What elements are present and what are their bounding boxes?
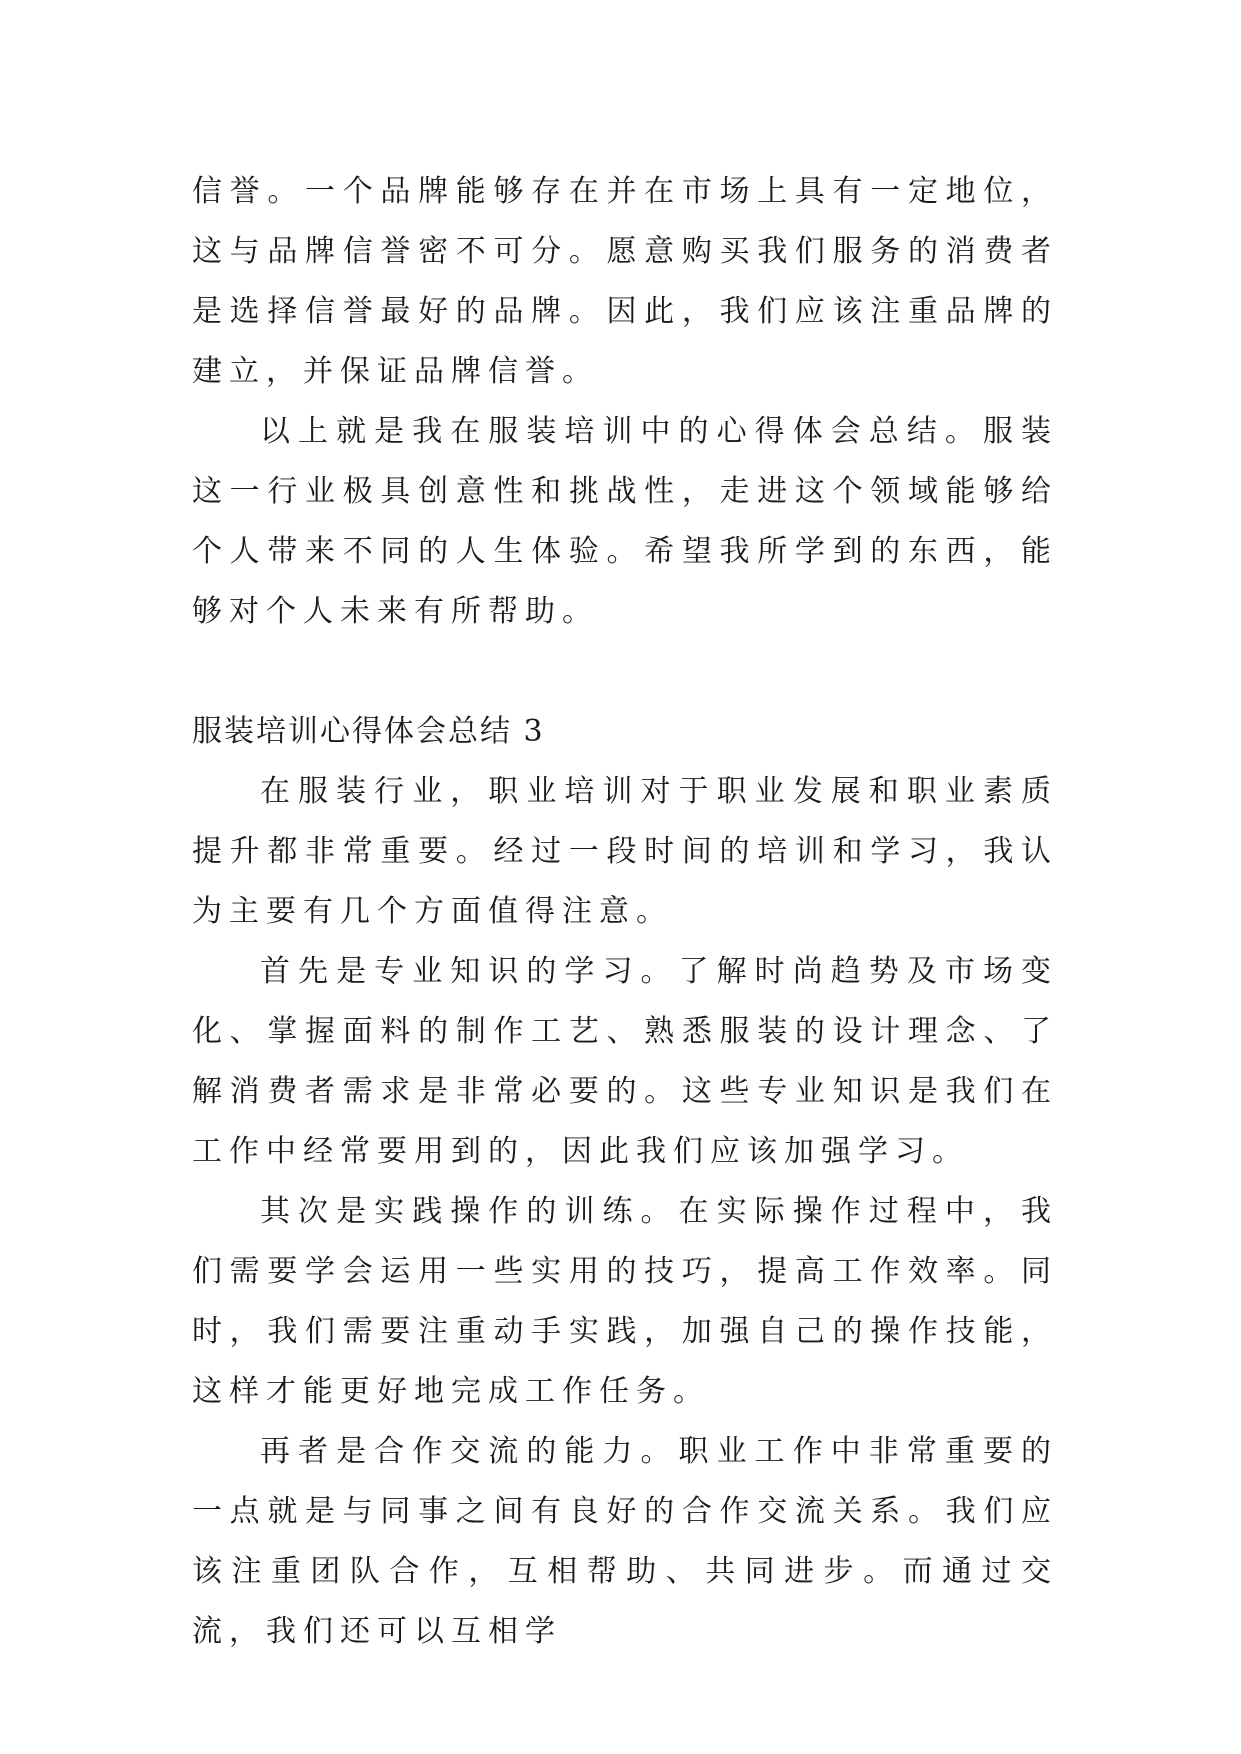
- section-title: 服装培训心得体会总结 3: [192, 714, 545, 749]
- paragraph-summary-conclusion: 以上就是我在服装培训中的心得体会总结。服装这一行业极具创意性和挑战性，走进这个领域能够给个人带来不同的人生体验。希望我所学到的东西，能够对个人未来有所帮助。: [192, 414, 1058, 629]
- paragraph-professional-knowledge: 首先是专业知识的学习。了解时尚趋势及市场变化、掌握面料的制作工艺、熟悉服装的设计理念、了解消费者需求是非常必要的。这些专业知识是我们在工作中经常要用到的，因此我们应该加强学习。: [192, 954, 1058, 1169]
- document-body: [192, 162, 1058, 1662]
- paragraph-brand-reputation: 信誉。一个品牌能够存在并在市场上具有一定地位，这与品牌信誉密不可分。愿意购买我们服务的消费者是选择信誉最好的品牌。因此，我们应该注重品牌的建立，并保证品牌信誉。: [192, 174, 1058, 389]
- paragraph-practical-training: 其次是实践操作的训练。在实际操作过程中，我们需要学会运用一些实用的技巧，提高工作效率。同时，我们需要注重动手实践，加强自己的操作技能，这样才能更好地完成工作任务。: [192, 1194, 1058, 1409]
- paragraph-cooperation: 再者是合作交流的能力。职业工作中非常重要的一点就是与同事之间有良好的合作交流关系。我们应该注重团队合作，互相帮助、共同进步。而通过交流，我们还可以互相学: [192, 1434, 1058, 1649]
- paragraph-intro: 在服装行业，职业培训对于职业发展和职业素质提升都非常重要。经过一段时间的培训和学习，我认为主要有几个方面值得注意。: [192, 774, 1058, 929]
